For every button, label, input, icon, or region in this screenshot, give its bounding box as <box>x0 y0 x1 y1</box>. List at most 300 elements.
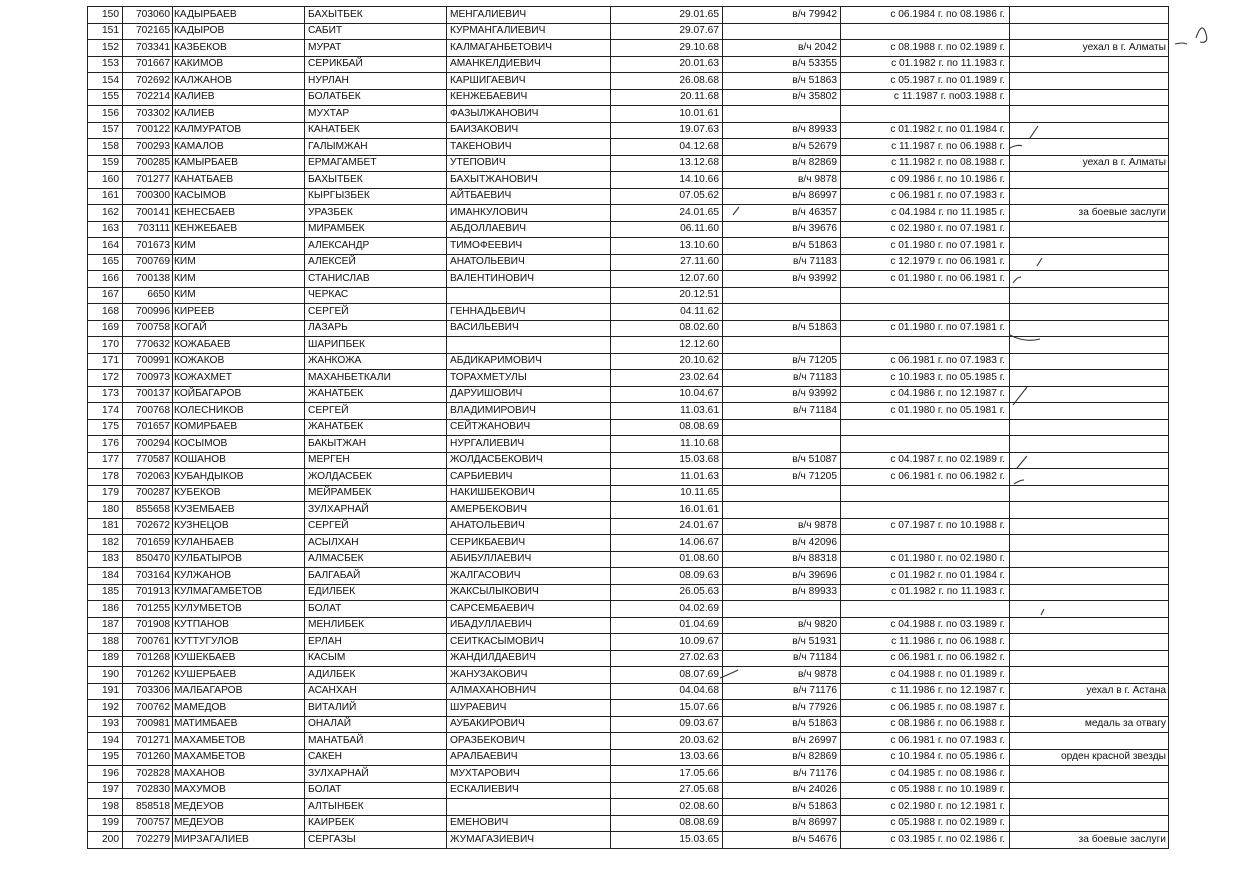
birth-date-cell: 14.06.67 <box>611 535 723 552</box>
first-name-cell: МАХАНБЕТКАЛИ <box>305 370 447 387</box>
table-row <box>88 452 1169 469</box>
military-unit-cell: в/ч 9878 <box>723 172 841 189</box>
patronymic-cell: ИБАДУЛЛАЕВИЧ <box>447 617 611 634</box>
row-number: 159 <box>88 155 123 172</box>
birth-date-cell: 07.05.62 <box>611 188 723 205</box>
table-row <box>88 7 1169 24</box>
surname-cell: КОЖАКОВ <box>173 353 305 370</box>
row-number: 171 <box>88 353 123 370</box>
birth-date-cell: 15.03.68 <box>611 452 723 469</box>
record-id: 700294 <box>123 436 173 453</box>
surname-cell: КАЛМУРАТОВ <box>173 122 305 139</box>
surname-cell: КОЛЕСНИКОВ <box>173 403 305 420</box>
military-unit-cell: в/ч 86997 <box>723 188 841 205</box>
birth-date-cell: 27.11.60 <box>611 254 723 271</box>
first-name-cell: СЕРГЕЙ <box>305 304 447 321</box>
surname-cell: КАСЫМОВ <box>173 188 305 205</box>
military-unit-cell: в/ч 54676 <box>723 832 841 849</box>
surname-cell: КОМИРБАЕВ <box>173 419 305 436</box>
service-period-cell: с 06.1981 г. по 07.1983 г. <box>841 733 1010 750</box>
surname-cell: КИМ <box>173 254 305 271</box>
note-cell <box>1010 56 1169 73</box>
table-row <box>88 535 1169 552</box>
row-number: 166 <box>88 271 123 288</box>
record-id: 700981 <box>123 716 173 733</box>
surname-cell: КУБЕКОВ <box>173 485 305 502</box>
birth-date-cell: 04.02.69 <box>611 601 723 618</box>
record-id: 700991 <box>123 353 173 370</box>
service-period-cell: с 10.1984 г. по 05.1986 г. <box>841 749 1010 766</box>
military-unit-cell: в/ч 71205 <box>723 469 841 486</box>
service-period-cell: с 04.1986 г. по 12.1987 г. <box>841 386 1010 403</box>
military-unit-cell: в/ч 71183 <box>723 370 841 387</box>
patronymic-cell: АМЕРБЕКОВИЧ <box>447 502 611 519</box>
record-id: 855658 <box>123 502 173 519</box>
patronymic-cell: МЕНГАЛИЕВИЧ <box>447 7 611 24</box>
note-cell <box>1010 584 1169 601</box>
birth-date-cell: 19.07.63 <box>611 122 723 139</box>
note-cell <box>1010 304 1169 321</box>
table-row <box>88 716 1169 733</box>
military-unit-cell: в/ч 89933 <box>723 584 841 601</box>
service-period-cell: с 01.1980 г. по 07.1981 г. <box>841 320 1010 337</box>
surname-cell: КОЖАХМЕТ <box>173 370 305 387</box>
row-number: 184 <box>88 568 123 585</box>
note-cell: медаль за отвагу <box>1010 716 1169 733</box>
note-cell <box>1010 73 1169 90</box>
row-number: 160 <box>88 172 123 189</box>
patronymic-cell: ТИМОФЕЕВИЧ <box>447 238 611 255</box>
surname-cell: КЕНЕСБАЕВ <box>173 205 305 222</box>
service-period-cell: с 06.1984 г. по 08.1986 г. <box>841 7 1010 24</box>
patronymic-cell: АНАТОЛЬЕВИЧ <box>447 518 611 535</box>
military-unit-cell: в/ч 9820 <box>723 617 841 634</box>
table-row <box>88 634 1169 651</box>
birth-date-cell: 13.10.60 <box>611 238 723 255</box>
military-unit-cell: в/ч 71176 <box>723 766 841 783</box>
surname-cell: КУЗНЕЦОВ <box>173 518 305 535</box>
patronymic-cell: ФАЗЫЛЖАНОВИЧ <box>447 106 611 123</box>
patronymic-cell: КАРШИГАЕВИЧ <box>447 73 611 90</box>
service-period-cell: с 08.1986 г. по 06.1988 г. <box>841 716 1010 733</box>
note-cell <box>1010 617 1169 634</box>
service-period-cell: с 06.1981 г. по 07.1983 г. <box>841 188 1010 205</box>
birth-date-cell: 13.12.68 <box>611 155 723 172</box>
row-number: 170 <box>88 337 123 354</box>
service-period-cell: с 11.1982 г. по 08.1988 г. <box>841 155 1010 172</box>
service-period-cell: с 02.1980 г. по 12.1981 г. <box>841 799 1010 816</box>
note-cell: уехал в г. Астана <box>1010 683 1169 700</box>
row-number: 182 <box>88 535 123 552</box>
surname-cell: КАДЫРБАЕВ <box>173 7 305 24</box>
row-number: 186 <box>88 601 123 618</box>
military-unit-cell: в/ч 71184 <box>723 403 841 420</box>
table-row <box>88 568 1169 585</box>
patronymic-cell: АЛМАХАНОВНИЧ <box>447 683 611 700</box>
table-row <box>88 254 1169 271</box>
birth-date-cell: 11.03.61 <box>611 403 723 420</box>
patronymic-cell: ШУРАЕВИЧ <box>447 700 611 717</box>
surname-cell: МАХУМОВ <box>173 782 305 799</box>
table-row <box>88 601 1169 618</box>
surname-cell: КЕНЖЕБАЕВ <box>173 221 305 238</box>
patronymic-cell: БАХЫТЖАНОВИЧ <box>447 172 611 189</box>
note-cell: за боевые заслуги <box>1010 205 1169 222</box>
record-id: 700137 <box>123 386 173 403</box>
surname-cell: КИМ <box>173 287 305 304</box>
record-id: 703060 <box>123 7 173 24</box>
record-id: 703302 <box>123 106 173 123</box>
records-table-body <box>88 7 1169 849</box>
first-name-cell: АЛМАСБЕК <box>305 551 447 568</box>
birth-date-cell: 10.01.61 <box>611 106 723 123</box>
service-period-cell: с 01.1982 г. по 01.1984 г. <box>841 568 1010 585</box>
birth-date-cell: 13.03.66 <box>611 749 723 766</box>
row-number: 187 <box>88 617 123 634</box>
first-name-cell: МИРАМБЕК <box>305 221 447 238</box>
row-number: 172 <box>88 370 123 387</box>
service-period-cell: с 08.1988 г. по 02.1989 г. <box>841 40 1010 57</box>
note-cell <box>1010 733 1169 750</box>
birth-date-cell: 10.11.65 <box>611 485 723 502</box>
record-id: 703306 <box>123 683 173 700</box>
record-id: 700287 <box>123 485 173 502</box>
service-period-cell: с 06.1985 г. по 08.1987 г. <box>841 700 1010 717</box>
patronymic-cell: УТЕПОВИЧ <box>447 155 611 172</box>
surname-cell: КУЛУМБЕТОВ <box>173 601 305 618</box>
birth-date-cell: 20.03.62 <box>611 733 723 750</box>
note-cell <box>1010 815 1169 832</box>
service-period-cell: с 11.1986 г. по 06.1988 г. <box>841 634 1010 651</box>
note-cell <box>1010 172 1169 189</box>
patronymic-cell: НАКИШБЕКОВИЧ <box>447 485 611 502</box>
service-period-cell: с 04.1985 г. по 08.1986 г. <box>841 766 1010 783</box>
first-name-cell: БАКЫТЖАН <box>305 436 447 453</box>
record-id: 701657 <box>123 419 173 436</box>
table-row <box>88 617 1169 634</box>
record-id: 700138 <box>123 271 173 288</box>
first-name-cell: АЛТЫНБЕК <box>305 799 447 816</box>
military-unit-cell: в/ч 89933 <box>723 122 841 139</box>
service-period-cell: с 06.1981 г. по 06.1982 г. <box>841 650 1010 667</box>
military-unit-cell: в/ч 42096 <box>723 535 841 552</box>
first-name-cell: БОЛАТ <box>305 601 447 618</box>
record-id: 770632 <box>123 337 173 354</box>
first-name-cell: БОЛАТ <box>305 782 447 799</box>
surname-cell: КУБАНДЫКОВ <box>173 469 305 486</box>
first-name-cell: АСЫЛХАН <box>305 535 447 552</box>
row-number: 189 <box>88 650 123 667</box>
military-unit-cell: в/ч 51863 <box>723 799 841 816</box>
patronymic-cell: БАИЗАКОВИЧ <box>447 122 611 139</box>
record-id: 701260 <box>123 749 173 766</box>
table-row <box>88 667 1169 684</box>
service-period-cell: с 12.1979 г. по 06.1981 г. <box>841 254 1010 271</box>
table-row <box>88 518 1169 535</box>
military-unit-cell: в/ч 82869 <box>723 155 841 172</box>
surname-cell: КАЛЖАНОВ <box>173 73 305 90</box>
military-unit-cell <box>723 436 841 453</box>
birth-date-cell: 20.01.63 <box>611 56 723 73</box>
birth-date-cell: 10.04.67 <box>611 386 723 403</box>
patronymic-cell: ИМАНКУЛОВИЧ <box>447 205 611 222</box>
record-id: 701268 <box>123 650 173 667</box>
row-number: 198 <box>88 799 123 816</box>
military-unit-cell: в/ч 71184 <box>723 650 841 667</box>
military-unit-cell <box>723 106 841 123</box>
record-id: 700285 <box>123 155 173 172</box>
service-period-cell: с 03.1985 г. по 02.1986 г. <box>841 832 1010 849</box>
row-number: 195 <box>88 749 123 766</box>
record-id: 701659 <box>123 535 173 552</box>
first-name-cell: ЕРМАГАМБЕТ <box>305 155 447 172</box>
military-unit-cell: в/ч 39696 <box>723 568 841 585</box>
first-name-cell: ЖОЛДАСБЕК <box>305 469 447 486</box>
checkmark <box>1175 43 1187 44</box>
birth-date-cell: 01.04.69 <box>611 617 723 634</box>
service-period-cell: с 01.1982 г. по 11.1983 г. <box>841 56 1010 73</box>
row-number: 163 <box>88 221 123 238</box>
table-row <box>88 73 1169 90</box>
military-unit-cell: в/ч 9878 <box>723 518 841 535</box>
table-row <box>88 700 1169 717</box>
first-name-cell: АДИЛБЕК <box>305 667 447 684</box>
first-name-cell: СЕРГАЗЫ <box>305 832 447 849</box>
patronymic-cell: ЖАНУЗАКОВИЧ <box>447 667 611 684</box>
record-id: 700973 <box>123 370 173 387</box>
birth-date-cell: 04.04.68 <box>611 683 723 700</box>
record-id: 700762 <box>123 700 173 717</box>
birth-date-cell: 08.02.60 <box>611 320 723 337</box>
surname-cell: МЕДЕУОВ <box>173 815 305 832</box>
birth-date-cell: 06.11.60 <box>611 221 723 238</box>
surname-cell: МАМЕДОВ <box>173 700 305 717</box>
service-period-cell: с 05.1988 г. по 10.1989 г. <box>841 782 1010 799</box>
service-period-cell <box>841 304 1010 321</box>
birth-date-cell: 10.09.67 <box>611 634 723 651</box>
table-row <box>88 370 1169 387</box>
note-cell <box>1010 386 1169 403</box>
patronymic-cell: СЕЙТЖАНОВИЧ <box>447 419 611 436</box>
row-number: 174 <box>88 403 123 420</box>
record-id: 700758 <box>123 320 173 337</box>
first-name-cell: САБИТ <box>305 23 447 40</box>
patronymic-cell: ЖАКСЫЛЫКОВИЧ <box>447 584 611 601</box>
patronymic-cell: МУХТАРОВИЧ <box>447 766 611 783</box>
patronymic-cell: ЕМЕНОВИЧ <box>447 815 611 832</box>
first-name-cell: СЕРГЕЙ <box>305 403 447 420</box>
military-unit-cell: в/ч 35802 <box>723 89 841 106</box>
first-name-cell: ВИТАЛИЙ <box>305 700 447 717</box>
row-number: 175 <box>88 419 123 436</box>
military-unit-cell: в/ч 26997 <box>723 733 841 750</box>
surname-cell: КУШЕРБАЕВ <box>173 667 305 684</box>
note-cell <box>1010 700 1169 717</box>
table-row <box>88 106 1169 123</box>
note-cell <box>1010 403 1169 420</box>
military-unit-cell: в/ч 71205 <box>723 353 841 370</box>
record-id: 700300 <box>123 188 173 205</box>
patronymic-cell <box>447 799 611 816</box>
service-period-cell: с 11.1987 г. по03.1988 г. <box>841 89 1010 106</box>
record-id: 700141 <box>123 205 173 222</box>
military-unit-cell: в/ч 86997 <box>723 815 841 832</box>
table-row <box>88 172 1169 189</box>
record-id: 702279 <box>123 832 173 849</box>
service-period-cell: с 09.1986 г. по 10.1986 г. <box>841 172 1010 189</box>
first-name-cell: ЗУЛХАРНАЙ <box>305 766 447 783</box>
note-cell <box>1010 106 1169 123</box>
service-period-cell: с 01.1982 г. по 11.1983 г. <box>841 584 1010 601</box>
military-unit-cell: в/ч 2042 <box>723 40 841 57</box>
table-row <box>88 221 1169 238</box>
note-cell <box>1010 337 1169 354</box>
service-period-cell <box>841 419 1010 436</box>
birth-date-cell: 20.12.51 <box>611 287 723 304</box>
military-unit-cell: в/ч 51087 <box>723 452 841 469</box>
surname-cell: КАМАЛОВ <box>173 139 305 156</box>
table-row <box>88 139 1169 156</box>
service-period-cell: с 10.1983 г. по 05.1985 г. <box>841 370 1010 387</box>
first-name-cell: ЕДИЛБЕК <box>305 584 447 601</box>
record-id: 702063 <box>123 469 173 486</box>
first-name-cell: БАХЫТБЕК <box>305 172 447 189</box>
record-id: 703341 <box>123 40 173 57</box>
row-number: 190 <box>88 667 123 684</box>
table-row <box>88 749 1169 766</box>
table-row <box>88 337 1169 354</box>
note-cell: орден красной звезды <box>1010 749 1169 766</box>
table-row <box>88 122 1169 139</box>
military-unit-cell: в/ч 39676 <box>723 221 841 238</box>
row-number: 196 <box>88 766 123 783</box>
record-id: 700768 <box>123 403 173 420</box>
row-number: 157 <box>88 122 123 139</box>
row-number: 183 <box>88 551 123 568</box>
service-period-cell <box>841 436 1010 453</box>
table-row <box>88 403 1169 420</box>
military-unit-cell: в/ч 88318 <box>723 551 841 568</box>
patronymic-cell: НУРГАЛИЕВИЧ <box>447 436 611 453</box>
record-id: 700996 <box>123 304 173 321</box>
record-id: 6650 <box>123 287 173 304</box>
patronymic-cell: ЖОЛДАСБЕКОВИЧ <box>447 452 611 469</box>
table-row <box>88 23 1169 40</box>
row-number: 199 <box>88 815 123 832</box>
signature-mark <box>1196 28 1207 42</box>
surname-cell: МАХАМБЕТОВ <box>173 749 305 766</box>
patronymic-cell: АРАЛБАЕВИЧ <box>447 749 611 766</box>
service-period-cell <box>841 106 1010 123</box>
military-unit-cell: в/ч 53355 <box>723 56 841 73</box>
table-row <box>88 155 1169 172</box>
row-number: 185 <box>88 584 123 601</box>
patronymic-cell: ГЕННАДЬЕВИЧ <box>447 304 611 321</box>
row-number: 161 <box>88 188 123 205</box>
birth-date-cell: 17.05.66 <box>611 766 723 783</box>
row-number: 167 <box>88 287 123 304</box>
surname-cell: МЕДЕУОВ <box>173 799 305 816</box>
row-number: 200 <box>88 832 123 849</box>
service-period-cell: с 04.1988 г. по 01.1989 г. <box>841 667 1010 684</box>
military-unit-cell: в/ч 51863 <box>723 238 841 255</box>
table-row <box>88 188 1169 205</box>
note-cell <box>1010 271 1169 288</box>
first-name-cell: АСАНХАН <box>305 683 447 700</box>
note-cell <box>1010 89 1169 106</box>
first-name-cell: СЕРГЕЙ <box>305 518 447 535</box>
table-row <box>88 733 1169 750</box>
row-number: 181 <box>88 518 123 535</box>
birth-date-cell: 15.07.66 <box>611 700 723 717</box>
table-row <box>88 271 1169 288</box>
table-row <box>88 419 1169 436</box>
record-id: 700769 <box>123 254 173 271</box>
first-name-cell: КАСЫМ <box>305 650 447 667</box>
patronymic-cell: СЕИТКАСЫМОВИЧ <box>447 634 611 651</box>
row-number: 153 <box>88 56 123 73</box>
record-id: 702828 <box>123 766 173 783</box>
patronymic-cell: АУБАКИРОВИЧ <box>447 716 611 733</box>
first-name-cell: ЧЕРКАС <box>305 287 447 304</box>
note-cell <box>1010 188 1169 205</box>
first-name-cell: ЗУЛХАРНАЙ <box>305 502 447 519</box>
service-period-cell: с 01.1980 г. по 02.1980 г. <box>841 551 1010 568</box>
first-name-cell: МЕЙРАМБЕК <box>305 485 447 502</box>
note-cell <box>1010 353 1169 370</box>
military-unit-cell: в/ч 51863 <box>723 320 841 337</box>
surname-cell: КАЗБЕКОВ <box>173 40 305 57</box>
first-name-cell: ЕРЛАН <box>305 634 447 651</box>
service-period-cell: с 05.1987 г. по 01.1989 г. <box>841 73 1010 90</box>
military-unit-cell: в/ч 52679 <box>723 139 841 156</box>
note-cell <box>1010 667 1169 684</box>
records-table <box>87 6 1169 849</box>
surname-cell: КОШАНОВ <box>173 452 305 469</box>
surname-cell: МИРЗАГАЛИЕВ <box>173 832 305 849</box>
birth-date-cell: 08.07.69 <box>611 667 723 684</box>
patronymic-cell: ДАРУИШОВИЧ <box>447 386 611 403</box>
note-cell <box>1010 7 1169 24</box>
surname-cell: КУЛБАТЫРОВ <box>173 551 305 568</box>
table-row <box>88 502 1169 519</box>
birth-date-cell: 08.09.63 <box>611 568 723 585</box>
row-number: 192 <box>88 700 123 717</box>
patronymic-cell: АМАНКЕЛДИЕВИЧ <box>447 56 611 73</box>
row-number: 178 <box>88 469 123 486</box>
service-period-cell: с 11.1987 г. по 06.1988 г. <box>841 139 1010 156</box>
note-cell <box>1010 502 1169 519</box>
note-cell <box>1010 320 1169 337</box>
surname-cell: КОЖАБАЕВ <box>173 337 305 354</box>
first-name-cell: КАИРБЕК <box>305 815 447 832</box>
service-period-cell <box>841 485 1010 502</box>
note-cell <box>1010 370 1169 387</box>
military-unit-cell: в/ч 82869 <box>723 749 841 766</box>
row-number: 151 <box>88 23 123 40</box>
service-period-cell: с 05.1988 г. по 02.1989 г. <box>841 815 1010 832</box>
birth-date-cell: 27.05.68 <box>611 782 723 799</box>
note-cell <box>1010 782 1169 799</box>
birth-date-cell: 23.02.64 <box>611 370 723 387</box>
row-number: 158 <box>88 139 123 156</box>
service-period-cell: с 06.1981 г. по 07.1983 г. <box>841 353 1010 370</box>
surname-cell: КАМЫРБАЕВ <box>173 155 305 172</box>
table-row <box>88 89 1169 106</box>
surname-cell: КАДЫРОВ <box>173 23 305 40</box>
patronymic-cell: ЕСКАЛИЕВИЧ <box>447 782 611 799</box>
record-id: 703111 <box>123 221 173 238</box>
